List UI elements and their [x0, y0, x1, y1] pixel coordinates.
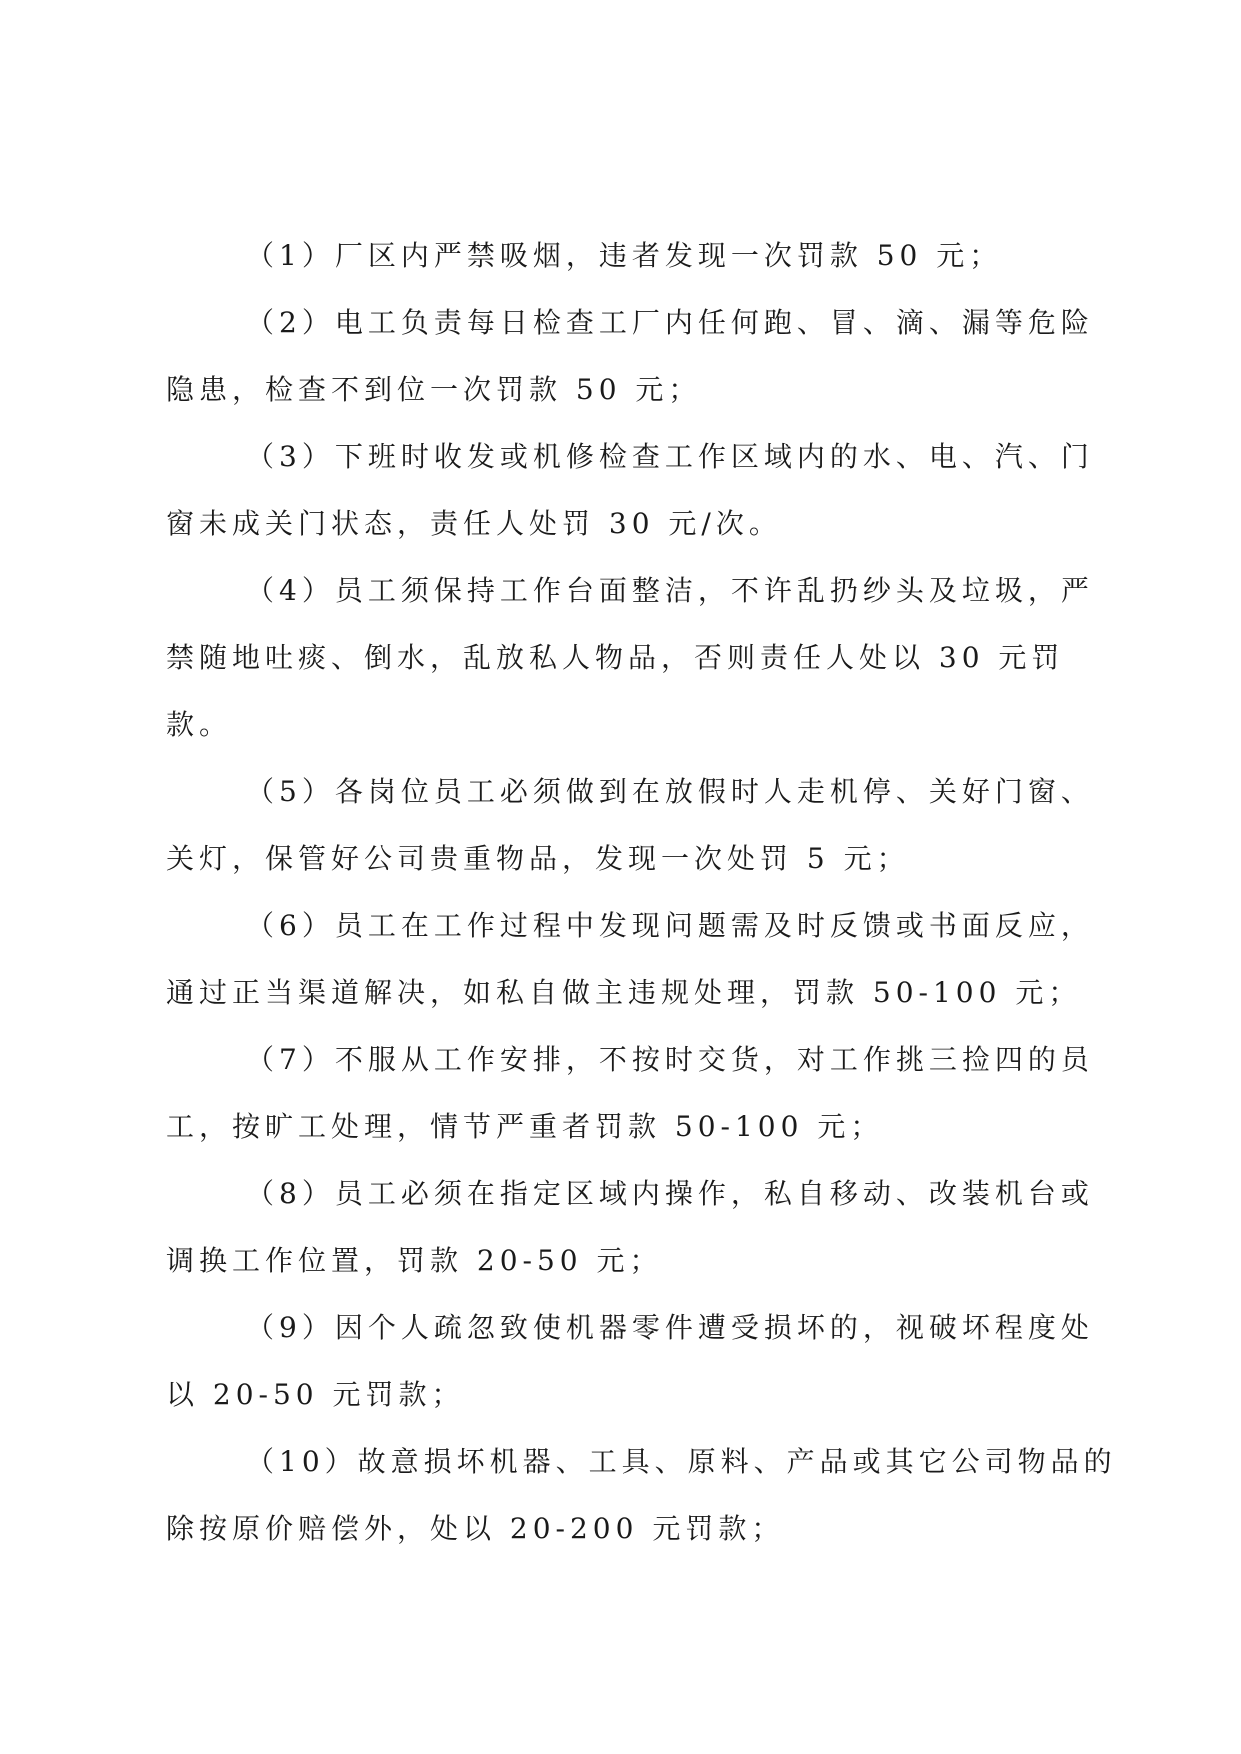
paragraph-line: 通过正当渠道解决，如私自做主违规处理，罚款 50-100 元； [166, 976, 1082, 1009]
paragraph-7 [166, 1026, 1094, 1160]
paragraph-6 [166, 892, 1094, 1026]
paragraph-line: （4）员工须保持工作台面整洁，不许乱扔纱头及垃圾，严 [246, 574, 1094, 607]
paragraph-line: （10）故意损坏机器、工具、原料、产品或其它公司物品的 [246, 1445, 1117, 1478]
paragraph-line: 关灯，保管好公司贵重物品，发现一次处罚 5 元； [166, 842, 910, 875]
paragraph-1 [166, 222, 1091, 289]
paragraph-2 [166, 289, 1094, 423]
document-body [166, 222, 1117, 1562]
paragraph-line: （8）员工必须在指定区域内操作，私自移动、改装机台或 [246, 1177, 1094, 1210]
paragraph-8 [166, 1160, 1094, 1294]
paragraph-line: （1）厂区内严禁吸烟，违者发现一次罚款 50 元； [246, 239, 1003, 272]
paragraph-line: （7）不服从工作安排，不按时交货，对工作挑三捡四的员 [246, 1043, 1094, 1076]
paragraph-line: 工，按旷工处理，情节严重者罚款 50-100 元； [166, 1110, 884, 1143]
paragraph-line: （3）下班时收发或机修检查工作区域内的水、电、汽、门 [246, 440, 1094, 473]
paragraph-line: 窗未成关门状态，责任人处罚 30 元/次。 [166, 507, 782, 540]
paragraph-line: 禁随地吐痰、倒水，乱放私人物品，否则责任人处以 30 元罚 [166, 641, 1065, 674]
paragraph-5 [166, 758, 1094, 892]
paragraph-line: （5）各岗位员工必须做到在放假时人走机停、关好门窗、 [246, 775, 1094, 808]
paragraph-4 [166, 557, 1094, 758]
paragraph-9 [166, 1294, 1094, 1428]
paragraph-line: （9）因个人疏忽致使机器零件遭受损坏的，视破坏程度处 [246, 1311, 1094, 1344]
paragraph-line: （6）员工在工作过程中发现问题需及时反馈或书面反应， [246, 909, 1094, 942]
paragraph-line: 除按原价赔偿外，处以 20-200 元罚款； [166, 1512, 785, 1545]
paragraph-line: 隐患，检查不到位一次罚款 50 元； [166, 373, 702, 406]
paragraph-line: （2）电工负责每日检查工厂内任何跑、冒、滴、漏等危险 [246, 306, 1094, 339]
paragraph-3 [166, 423, 1094, 557]
paragraph-line: 以 20-50 元罚款； [166, 1378, 465, 1411]
paragraph-line: 调换工作位置，罚款 20-50 元； [166, 1244, 663, 1277]
paragraph-10 [166, 1428, 1117, 1562]
paragraph-line: 款。 [166, 708, 233, 741]
